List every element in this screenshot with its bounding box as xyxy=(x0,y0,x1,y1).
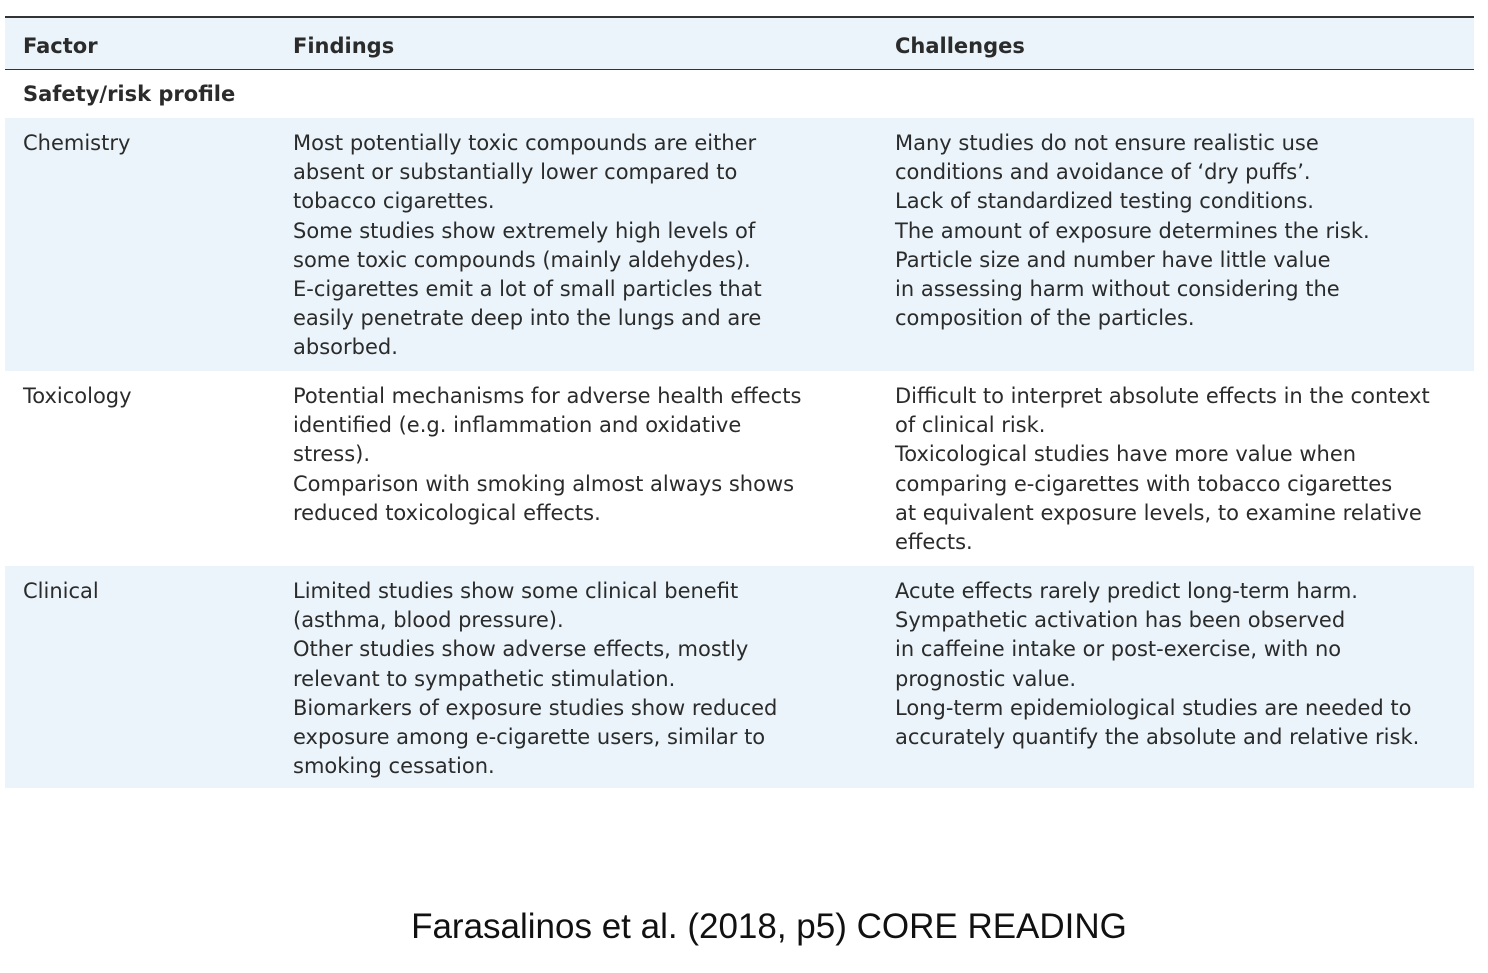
findings-line: smoking cessation. xyxy=(293,754,495,779)
challenges-line: prognostic value. xyxy=(895,666,1077,691)
challenges-line: Sympathetic activation has been observed xyxy=(895,608,1346,633)
findings-line: identified (e.g. inflammation and oxidative xyxy=(293,413,742,438)
challenges-line: comparing e-cigarettes with tobacco cigarettes xyxy=(895,471,1393,496)
challenges-line: effects. xyxy=(895,530,973,555)
findings-cell xyxy=(293,577,777,781)
findings-line: stress). xyxy=(293,442,371,467)
challenges-line: of clinical risk. xyxy=(895,413,1046,438)
challenges-cell xyxy=(895,577,1419,752)
challenges-line: conditions and avoidance of ‘dry puffs’. xyxy=(895,160,1311,185)
findings-line: Comparison with smoking almost always shows xyxy=(293,471,795,496)
header-findings: Findings xyxy=(293,34,395,58)
challenges-line: The amount of exposure determines the risk. xyxy=(895,218,1370,243)
findings-line: absorbed. xyxy=(293,335,398,360)
findings-line: Biomarkers of exposure studies show reduced xyxy=(293,695,778,720)
findings-line: absent or substantially lower compared to xyxy=(293,160,738,185)
challenges-cell xyxy=(895,129,1370,333)
findings-line: Some studies show extremely high levels of xyxy=(293,218,756,243)
challenges-line: composition of the particles. xyxy=(895,306,1195,331)
findings-line: relevant to sympathetic stimulation. xyxy=(293,666,676,691)
slide-caption xyxy=(0,905,1488,949)
findings-line: easily penetrate deep into the lungs and are xyxy=(293,306,762,331)
challenges-line: Difficult to interpret absolute effects in the context xyxy=(895,384,1430,408)
factor-cell: Clinical xyxy=(23,579,99,603)
findings-line: Most potentially toxic compounds are either xyxy=(293,131,757,155)
findings-line: tobacco cigarettes. xyxy=(293,189,495,214)
table-header-row xyxy=(5,18,1474,69)
header-factor: Factor xyxy=(23,34,98,58)
findings-line: (asthma, blood pressure). xyxy=(293,608,564,633)
table-row-chemistry xyxy=(5,118,1474,371)
table-row-clinical xyxy=(5,566,1474,788)
challenges-cell xyxy=(895,382,1430,557)
challenges-line: in caffeine intake or post-exercise, with no xyxy=(895,637,1342,662)
header-challenges: Challenges xyxy=(895,34,1025,58)
findings-cell xyxy=(293,382,801,528)
findings-line: some toxic compounds (mainly aldehydes). xyxy=(293,247,751,272)
findings-line: Other studies show adverse effects, mostly xyxy=(293,637,749,662)
findings-line: reduced toxicological effects. xyxy=(293,500,601,525)
challenges-line: at equivalent exposure levels, to examine relative xyxy=(895,500,1422,525)
challenges-line: Lack of standardized testing conditions. xyxy=(895,189,1314,214)
challenges-line: Particle size and number have little value xyxy=(895,247,1331,272)
factor-cell: Toxicology xyxy=(23,384,132,408)
challenges-line: in assessing harm without considering the xyxy=(895,277,1340,302)
findings-cell xyxy=(293,129,762,363)
findings-line: E-cigarettes emit a lot of small particles that xyxy=(293,277,762,302)
section-label: Safety/risk profile xyxy=(23,82,236,106)
challenges-line: Toxicological studies have more value when xyxy=(895,442,1357,467)
findings-line: Limited studies show some clinical benefit xyxy=(293,579,739,603)
challenges-line: Long-term epidemiological studies are needed to xyxy=(895,695,1412,720)
table-row-toxicology xyxy=(5,371,1474,566)
challenges-line: Many studies do not ensure realistic use xyxy=(895,131,1319,155)
findings-line: exposure among e-cigarette users, similar to xyxy=(293,725,766,750)
caption-text: Farasalinos et al. (2018, p5) CORE READING xyxy=(411,907,1127,946)
findings-line: Potential mechanisms for adverse health effects xyxy=(293,384,802,408)
challenges-line: accurately quantify the absolute and relative risk. xyxy=(895,725,1420,750)
challenges-line: Acute effects rarely predict long-term harm. xyxy=(895,579,1358,603)
section-row xyxy=(5,70,1474,118)
factor-cell: Chemistry xyxy=(23,131,131,155)
